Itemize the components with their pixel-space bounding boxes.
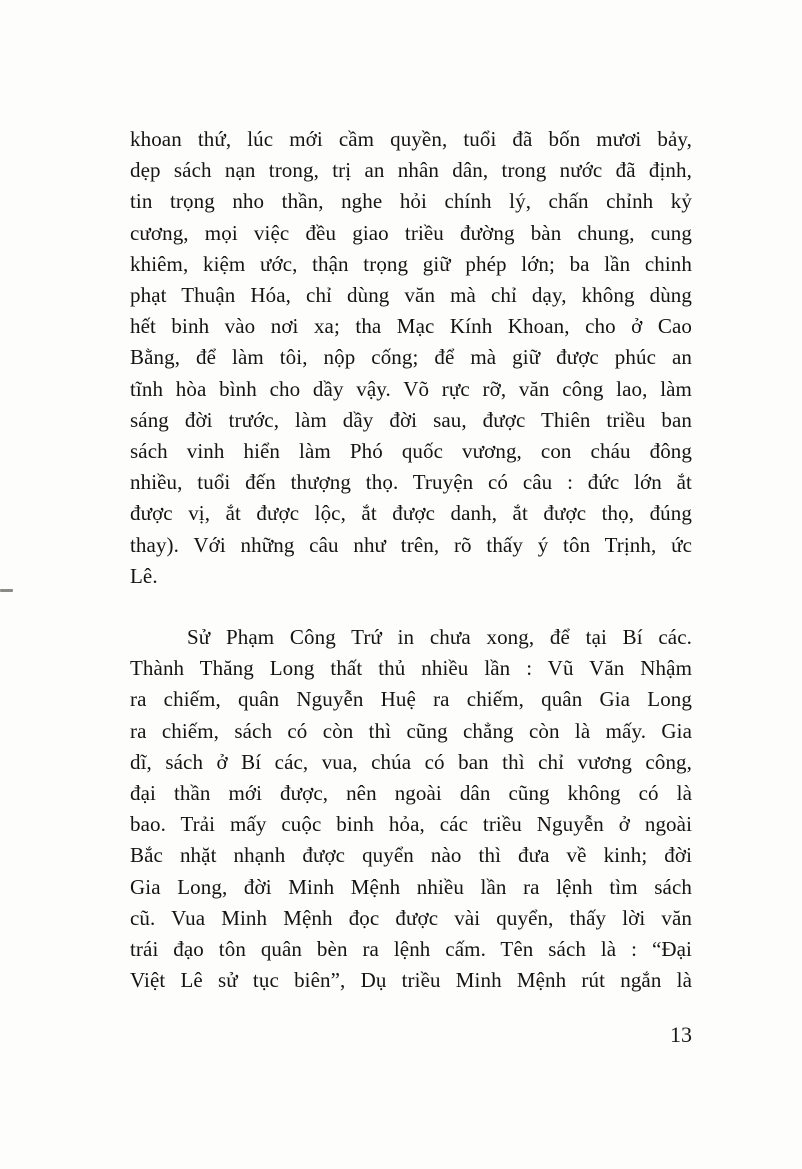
scan-artifact [0,589,13,592]
text-line: Gia Long, đời Minh Mệnh nhiều lần ra lệnh tìm sách [130,874,692,899]
text-line: đại thần mới được, nên ngoài dân cũng không có là [130,781,692,806]
text-line: sáng đời trước, làm dầy đời sau, được Thiên triều ban [130,407,692,432]
text-line: Thành Thăng Long thất thủ nhiều lần : Vũ Văn Nhậm [130,656,692,681]
text-block [130,124,692,996]
text-line: hết binh vào nơi xa; tha Mạc Kính Khoan, cho ở Cao [130,314,692,339]
text-line: tin trọng nho thần, nghe hỏi chính lý, chấn chỉnh kỷ [130,189,692,214]
text-line: Bằng, để làm tôi, nộp cống; để mà giữ được phúc an [130,345,692,370]
paragraph [130,124,692,592]
text-line: dĩ, sách ở Bí các, vua, chúa có ban thì chỉ vương công, [130,749,692,774]
text-line: cũ. Vua Minh Mệnh đọc được vài quyển, thấy lời văn [130,905,692,930]
text-line: tĩnh hòa bình cho dầy vậy. Võ rực rỡ, văn công lao, làm [130,376,692,401]
text-line: được vị, ắt được lộc, ắt được danh, ắt được thọ, đúng [130,501,692,526]
text-line: nhiều, tuổi đến thượng thọ. Truyện có câu : đức lớn ắt [130,470,692,495]
paragraph [130,622,692,996]
text-line: Sử Phạm Công Trứ in chưa xong, để tại Bí các. [187,625,692,650]
text-line: bao. Trải mấy cuộc binh hỏa, các triều Nguyễn ở ngoài [130,812,692,837]
text-line: sách vinh hiển làm Phó quốc vương, con cháu đông [130,439,692,464]
text-line: thay). Với những câu như trên, rõ thấy ý tôn Trịnh, ức [130,532,692,557]
text-line: phạt Thuận Hóa, chỉ dùng văn mà chỉ dạy, không dùng [130,283,692,308]
text-line: khoan thứ, lúc mới cầm quyền, tuổi đã bốn mươi bảy, [130,127,692,151]
text-line: ra chiếm, sách có còn thì cũng chẳng còn là mấy. Gia [130,718,692,743]
text-line: ra chiếm, quân Nguyễn Huệ ra chiếm, quân Gia Long [130,687,692,712]
text-line: Việt Lê sử tục biên”, Dụ triều Minh Mệnh rút ngắn là [130,968,692,993]
text-line: trái đạo tôn quân bèn ra lệnh cấm. Tên sách là : “Đại [130,937,692,962]
text-line: Lê. [130,563,158,588]
text-line: Bắc nhặt nhạnh được quyển nào thì đưa về kinh; đời [130,843,692,868]
text-line: khiêm, kiệm ước, thận trọng giữ phép lớn; ba lần chinh [130,251,692,276]
text-line: cương, mọi việc đều giao triều đường bàn chung, cung [130,220,692,245]
page-number: 13 [670,1022,692,1047]
text-line: dẹp sách nạn trong, trị an nhân dân, trong nước đã định, [130,158,692,183]
